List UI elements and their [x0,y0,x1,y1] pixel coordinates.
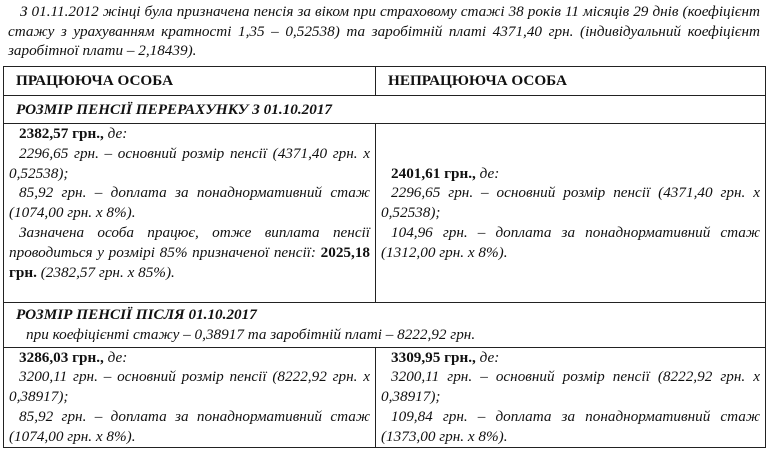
row1-left-line3-pre: Зазначена особа працює, отже виплата пенсії проводиться у розмірі 85% призначеної пенсії: [9,223,370,261]
row1-right-cell [376,124,766,303]
section2-cell [4,303,766,348]
row1-left-line2: 85,92 грн. – доплата за понаднормативний стаж (1074,00 грн. х 8%). [9,184,370,222]
header-nonworking: НЕПРАЦЮЮЧА ОСОБА [376,67,766,96]
row1-right-line1: 2296,65 грн. – основний розмір пенсії (4371,40 грн. х 0,52538); [381,184,760,222]
row1-left-line3 [9,223,370,282]
row2-left-amount: 3286,03 грн., [19,348,104,366]
row2-left-line1: 3200,11 грн. – основний розмір пенсії (8222,92 грн. х 0,38917); [9,368,370,406]
intro-paragraph [8,2,760,61]
row1-left-de: де: [103,125,128,142]
row1-left-amount: 2382,57 грн., [19,125,104,142]
row2-right-amount: 3309,95 грн., [391,348,476,366]
row1 [4,124,766,303]
intro-text: З 01.11.2012 жінці була призначена пенсія за віком при страховому стажі 38 років 11 місяців 29 днів (коефіцієнт стажу з урахуванням кратності 1,35 – 0,52538) та заробітній платі 4371,40 грн. (індивідуальний коефіцієнт заробітної плати – 2,18439). [8,3,760,59]
row1-right-line2: 104,96 грн. – доплата за понаднормативний стаж (1312,00 грн. х 8%). [381,223,760,261]
section1-title: РОЗМІР ПЕНСІЇ ПЕРЕРАХУНКУ З 01.10.2017 [4,96,766,124]
row2-left-de: де: [103,348,128,366]
row2-right-cell [376,347,766,447]
header-row [4,67,766,96]
row2-right-line1: 3200,11 грн. – основний розмір пенсії (8222,92 грн. х 0,38917); [381,368,760,406]
row1-right-de: де: [475,164,500,182]
row2 [4,347,766,447]
pension-table [3,66,766,448]
row2-left-line2: 85,92 грн. – доплата за понаднормативний стаж (1074,00 грн. х 8%). [9,407,370,445]
header-working: ПРАЦЮЮЧА ОСОБА [4,67,376,96]
row2-right-line2: 109,84 грн. – доплата за понаднормативний стаж (1373,00 грн. х 8%). [381,407,760,445]
section2-subtitle: при коефіцієнті стажу – 0,38917 та заробітній платі – 8222,92 грн. [26,325,476,343]
row1-left-line3-post: (2382,57 грн. х 85%). [36,263,175,281]
row1-left-line3-amount: 2025,18 грн. [9,243,370,281]
row2-left-cell [4,347,376,447]
section2-title: РОЗМІР ПЕНСІЇ ПІСЛЯ 01.10.2017 [16,306,257,323]
row2-right-de: де: [475,348,500,366]
row1-left-cell [4,124,376,303]
section1-row [4,96,766,124]
section2-row [4,303,766,348]
row1-left-line1: 2296,65 грн. – основний розмір пенсії (4371,40 грн. х 0,52538); [9,144,370,182]
row1-right-amount: 2401,61 грн., [391,164,476,182]
